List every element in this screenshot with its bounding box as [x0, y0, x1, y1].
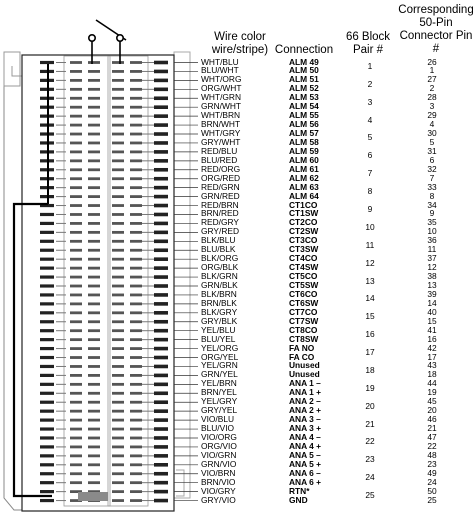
pin-cell: 42 [427, 342, 437, 353]
connection-cell: ALM 59 [289, 145, 319, 156]
connection-cell: ALM 56 [289, 119, 319, 130]
wire-color-cell: ORG/VIO [201, 440, 237, 451]
pin-cell: 27 [427, 74, 437, 85]
connection-cell: ANA 6 + [289, 476, 322, 487]
pin-cell: 10 [427, 226, 437, 237]
wire-color-cell: BRN/BLK [201, 297, 237, 308]
wire-color-cell: RED/GRN [201, 181, 240, 192]
connection-cell: ALM 53 [289, 92, 319, 103]
wire-color-cell: GRY/BLK [201, 315, 238, 326]
connection-cell: ALM 58 [289, 136, 319, 147]
connection-cell: CT3SW [289, 244, 319, 255]
wire-color-cell: ORG/YEL [201, 351, 239, 362]
pair-number: 17 [365, 347, 375, 358]
pin-cell: 16 [427, 333, 437, 344]
wire-color-cell: GRN/BLK [201, 280, 238, 290]
pair-number: 5 [367, 132, 373, 143]
connection-cell: ALM 55 [289, 110, 319, 121]
wire-color-cell: BLK/BRN [201, 288, 237, 299]
wire-color-cell: ORG/BLK [201, 262, 239, 273]
wire-color-cell: BLU/YEL [201, 333, 236, 344]
wire-color-cell: BLK/BLU [201, 235, 236, 246]
connection-cell: CT4SW [289, 262, 319, 273]
pin-cell: 14 [427, 297, 437, 308]
pair-number: 16 [365, 329, 375, 340]
pin-cell: 26 [427, 56, 437, 67]
connection-cell: ANA 5 – [289, 449, 321, 460]
pin-cell: 15 [427, 315, 437, 326]
pair-number: 1 [367, 60, 373, 71]
connection-cell: CT7CO [289, 306, 318, 317]
pair-number: 4 [367, 114, 373, 125]
pin-cell: 45 [427, 396, 437, 407]
pin-cell: 44 [427, 378, 437, 389]
wire-color-cell: YEL/BRN [201, 378, 237, 389]
pair-number: 14 [365, 293, 375, 304]
pin-cell: 43 [427, 360, 437, 371]
connection-cell: RTN* [289, 485, 310, 496]
pin-cell: 46 [427, 414, 437, 425]
wire-color-cell: BLU/WHT [201, 65, 239, 76]
pin-cell: 40 [427, 306, 437, 317]
connection-cell: CT3CO [289, 235, 318, 246]
connection-cell: ANA 5 + [289, 458, 322, 469]
wire-color-cell: GRY/RED [201, 226, 240, 237]
connection-cell: CT6CO [289, 288, 318, 299]
pin-cell: 34 [427, 199, 437, 210]
wire-color-cell: BRN/RED [201, 208, 239, 219]
block-label-plate [78, 492, 108, 501]
pin-cell: 5 [429, 136, 435, 147]
pin-cell: 21 [427, 423, 437, 434]
wire-color-cell: VIO/BRN [201, 467, 236, 478]
wire-color-cell: BLU/BLK [201, 244, 236, 255]
wire-color-cell: WHT/BLU [201, 56, 239, 67]
connection-cell: ANA 1 + [289, 387, 322, 398]
pin-cell: 20 [427, 405, 437, 416]
pair-number: 15 [365, 311, 375, 322]
pin-cell: 4 [429, 119, 435, 130]
pin-cell: 32 [427, 163, 437, 174]
connection-cell: ANA 3 – [289, 414, 321, 425]
wire-color-cell: WHT/ORG [201, 74, 242, 85]
pair-number: 12 [365, 257, 375, 268]
header-connection: Connection [274, 44, 334, 56]
wire-color-cell: VIO/GRY [201, 485, 236, 496]
wire-color-cell: VIO/BLU [201, 414, 235, 425]
pin-cell: 23 [427, 458, 437, 469]
pair-number: 7 [367, 168, 373, 179]
pin-cell: 25 [427, 494, 437, 505]
pair-number: 3 [367, 96, 373, 107]
pair-number: 25 [365, 490, 375, 501]
connection-cell: ALM 50 [289, 65, 319, 76]
pin-cell: 41 [427, 324, 437, 335]
pin-cell: 11 [427, 244, 437, 255]
wire-color-cell: YEL/ORG [201, 342, 239, 353]
wire-color-cell: YEL/GRN [201, 360, 238, 371]
connection-cell: ANA 4 + [289, 440, 322, 451]
pair-number: 6 [367, 150, 373, 161]
pin-cell: 19 [427, 387, 437, 398]
pin-cell: 29 [427, 110, 437, 121]
wire-color-cell: BRN/VIO [201, 476, 236, 487]
connection-cell: ANA 2 – [289, 396, 321, 407]
wire-color-cell: RED/BRN [201, 199, 239, 210]
wire-color-cell: GRY/VIO [201, 494, 236, 505]
wire-color-cell: GRN/YEL [201, 369, 238, 380]
wire-color-cell: GRN/VIO [201, 458, 237, 469]
wire-color-cell: YEL/BLU [201, 324, 236, 335]
pin-cell: 8 [429, 190, 435, 201]
header-wire-color: Wire color wire/stripe) [211, 31, 269, 56]
pair-number: 19 [365, 382, 375, 393]
connection-cell: CT8CO [289, 324, 318, 335]
pair-number: 21 [365, 418, 375, 429]
pin-cell: 7 [429, 172, 435, 183]
wire-color-cell: GRY/YEL [201, 405, 238, 416]
wire-color-cell: GRN/WHT [201, 101, 242, 112]
pair-number: 18 [365, 364, 375, 375]
pair-number: 13 [365, 275, 375, 286]
wire-color-cell: BLK/ORG [201, 253, 239, 264]
connection-cell: ALM 60 [289, 154, 319, 165]
wire-color-cell: ORG/RED [201, 172, 241, 183]
connection-cell: CT8SW [289, 333, 319, 344]
connection-cell: CT2CO [289, 217, 318, 228]
connection-cell: ALM 61 [289, 163, 319, 174]
wire-color-cell: YEL/GRY [201, 396, 238, 407]
header-pin: Corresponding 50-Pin Connector Pin # [398, 4, 474, 55]
connection-cell: CT4CO [289, 253, 318, 264]
connection-cell: Unused [289, 369, 320, 380]
connection-cell: ALM 49 [289, 56, 319, 67]
connection-cell: ANA 4 – [289, 431, 321, 442]
wire-color-cell: RED/BLU [201, 145, 238, 156]
connection-cell: ALM 57 [289, 128, 319, 139]
pin-cell: 17 [427, 351, 437, 362]
pair-number: 9 [367, 204, 373, 214]
connection-cell: ANA 2 + [289, 405, 322, 416]
leader-lines [174, 63, 198, 501]
pair-number: 11 [365, 239, 375, 250]
wire-color-cell: BRN/WHT [201, 119, 241, 130]
wire-color-cell: RED/GRY [201, 217, 240, 228]
pin-cell: 1 [429, 65, 435, 76]
connection-cell: ANA 6 – [289, 467, 321, 478]
wire-color-cell: RED/ORG [201, 163, 241, 174]
pair-number: 20 [365, 400, 375, 411]
pin-cell: 33 [427, 181, 437, 192]
pin-cell: 9 [429, 208, 435, 219]
pin-cell: 24 [427, 476, 437, 487]
connection-cell: GND [289, 494, 308, 505]
connection-cell: CT5SW [289, 280, 319, 290]
pair-number: 23 [365, 454, 375, 465]
connection-cell: Unused [289, 360, 320, 371]
wire-color-cell: BLK/GRN [201, 271, 238, 282]
pin-cell: 35 [427, 217, 437, 228]
block-body [22, 55, 174, 511]
connection-cell: FA NO [289, 342, 315, 353]
pair-number: 24 [365, 472, 375, 483]
pair-number: 22 [365, 436, 375, 447]
pin-cell: 38 [427, 271, 437, 282]
pin-cell: 49 [427, 467, 437, 478]
connection-cell: CT1CO [289, 199, 318, 210]
connection-cell: FA CO [289, 351, 315, 362]
wire-color-cell: VIO/GRN [201, 449, 237, 460]
wire-color-cell: GRN/RED [201, 190, 240, 201]
wire-color-cell: BLU/VIO [201, 423, 235, 434]
connection-cell: ALM 51 [289, 74, 319, 85]
wire-color-cell: ORG/WHT [201, 83, 242, 94]
connection-cell: ANA 1 – [289, 378, 321, 389]
pin-cell: 28 [427, 92, 437, 103]
connection-cell: ALM 52 [289, 83, 319, 94]
wire-color-cell: GRY/WHT [201, 136, 241, 147]
wire-color-cell: WHT/BRN [201, 110, 241, 121]
pin-cell: 37 [427, 253, 437, 264]
pin-cell: 39 [427, 288, 437, 299]
wire-color-cell: VIO/ORG [201, 431, 237, 442]
pin-cell: 47 [427, 431, 437, 442]
pin-cell: 22 [427, 440, 437, 451]
wire-color-cell: BLU/RED [201, 154, 238, 165]
pin-cell: 30 [427, 128, 437, 139]
connection-cell: ALM 62 [289, 172, 319, 183]
pin-cell: 36 [427, 235, 437, 246]
pin-cell: 6 [429, 154, 435, 165]
header-pair: 66 Block Pair # [345, 31, 391, 56]
wire-color-cell: BLK/GRY [201, 306, 238, 317]
pair-number: 10 [365, 221, 375, 232]
pin-cell: 12 [427, 262, 437, 273]
connection-cell: ALM 64 [289, 190, 319, 201]
wire-color-cell: WHT/GRN [201, 92, 242, 103]
connection-cell: ALM 63 [289, 181, 319, 192]
connection-cell: CT7SW [289, 315, 319, 326]
pin-cell: 2 [429, 83, 435, 94]
pin-cell: 50 [427, 485, 437, 496]
pin-cell: 13 [427, 280, 437, 290]
wire-color-cell: WHT/GRY [201, 128, 241, 139]
connection-cell: ANA 3 + [289, 423, 322, 434]
connection-cell: CT5CO [289, 271, 318, 282]
connection-cell: CT2SW [289, 226, 319, 237]
pin-cell: 31 [427, 145, 437, 156]
wire-color-cell: BRN/YEL [201, 387, 237, 398]
pair-number: 8 [367, 186, 373, 197]
pin-cell: 3 [429, 101, 435, 112]
connection-cell: CT6SW [289, 297, 319, 308]
pin-cell: 18 [427, 369, 437, 380]
connection-cell: CT1SW [289, 208, 319, 219]
pin-cell: 48 [427, 449, 437, 460]
pair-number: 2 [367, 78, 373, 89]
connection-cell: ALM 54 [289, 101, 319, 112]
